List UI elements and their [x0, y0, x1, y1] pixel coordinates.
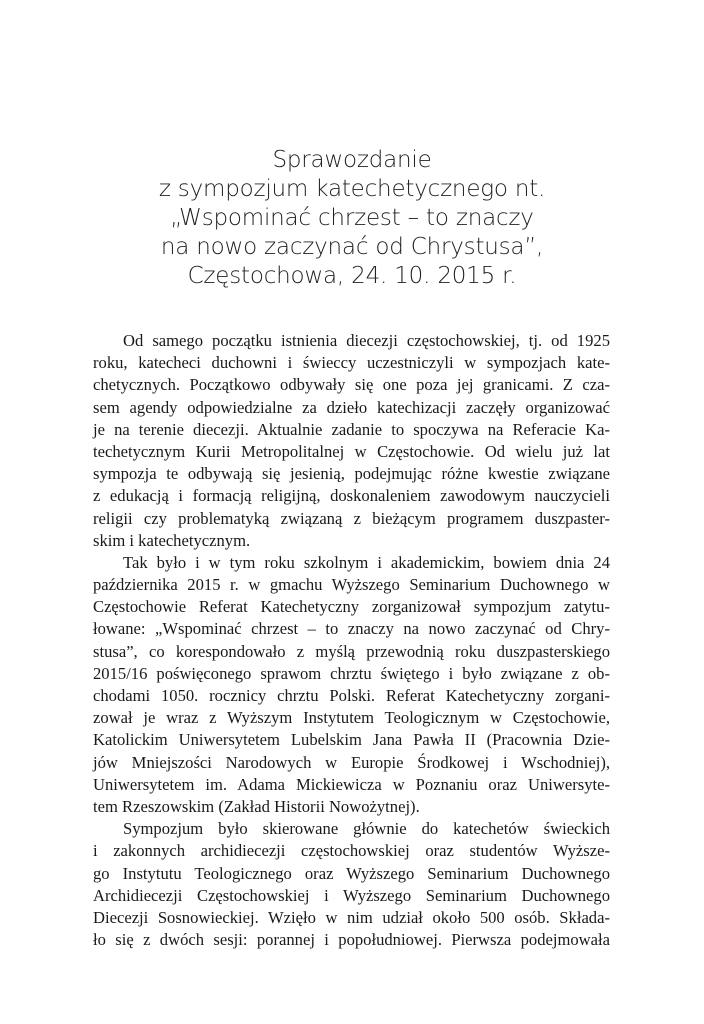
- body-text: [93, 330, 610, 951]
- text-line: łowane: „Wspominać chrzest – to znaczy na nowo zaczynać od Chry-: [93, 619, 610, 639]
- text-line: sem agendy odpowiedzialne za dzieło katechizacji zaczęły organizować: [93, 397, 610, 417]
- title-line: Sprawozdanie: [272, 147, 432, 173]
- text-line: ło się z dwóch sesji: porannej i popołudniowej. Pierwsza podejmowała: [93, 930, 610, 950]
- text-line: Tak było i w tym roku szkolnym i akademickim, bowiem dnia 24: [123, 552, 610, 572]
- text-line: jów Mniejszości Narodowych w Europie Środkowej i Wschodniej),: [93, 752, 610, 772]
- text-line: Archidiecezji Częstochowskiej i Wyższego Seminarium Duchownego: [93, 885, 610, 905]
- text-line: z edukacją i formacją religijną, doskonaleniem zawodowym nauczycieli: [93, 486, 610, 506]
- title-line: Częstochowa, 24. 10. 2015 r.: [187, 263, 517, 289]
- text-line: stusa”, co korespondowało z myślą przewodnią roku duszpasterskiego: [93, 641, 610, 661]
- paragraph-3: [93, 818, 610, 951]
- paragraph-1: [93, 330, 610, 552]
- text-line: Od samego początku istnienia diecezji częstochowskiej, tj. od 1925: [123, 331, 610, 350]
- text-line: Sympozjum było skierowane głównie do katechetów świeckich: [123, 819, 610, 839]
- text-line: zował je wraz z Wyższym Instytutem Teologicznym w Częstochowie,: [93, 708, 610, 728]
- text-line: Diecezji Sosnowieckiej. Wzięło w nim udział około 500 osób. Składa-: [93, 907, 610, 927]
- text-line: Katolickim Uniwersytetem Lubelskim Jana Pawła II (Pracownia Dzie-: [93, 730, 610, 750]
- text-line: i zakonnych archidiecezji częstochowskiej oraz studentów Wyższe-: [93, 841, 610, 861]
- text-line: roku, katecheci duchowni i świeccy uczestniczyli w sympozjach kate-: [93, 353, 610, 373]
- title-line: z sympozjum katechetycznego nt.: [158, 176, 546, 202]
- text-line: techetycznym Kurii Metropolitalnej w Częstochowie. Od wielu już lat: [93, 441, 610, 461]
- text-line: sympozja te odbywają się jesienią, podejmując różne kwestie związane: [93, 464, 610, 484]
- text-line: tem Rzeszowskim (Zakład Historii Nowożytnej).: [93, 796, 420, 816]
- report-title: [100, 146, 604, 291]
- title-line: na nowo zaczynać od Chrystusa”,: [160, 234, 544, 260]
- text-line: Częstochowie Referat Katechetyczny zorganizował sympozjum zatytu-: [93, 597, 610, 617]
- text-line: go Instytutu Teologicznego oraz Wyższego Seminarium Duchownego: [93, 863, 610, 883]
- text-line: chetycznych. Początkowo odbywały się one poza jej granicami. Z cza-: [93, 375, 610, 395]
- text-line: religii czy problematyką związaną z bieżącym programem duszpaster-: [93, 508, 610, 528]
- text-line: Uniwersytetem im. Adama Mickiewicza w Poznaniu oraz Uniwersyte-: [93, 774, 610, 794]
- title-line: „Wspominać chrzest – to znaczy: [170, 205, 534, 231]
- text-line: 2015/16 poświęconego sprawom chrztu świętego i było związane z ob-: [93, 663, 610, 683]
- text-line: skim i katechetycznym.: [93, 530, 251, 550]
- paragraph-2: [93, 552, 610, 818]
- text-line: października 2015 r. w gmachu Wyższego Seminarium Duchownego w: [93, 575, 610, 595]
- text-line: je na terenie diecezji. Aktualnie zadanie to spoczywa na Referacie Ka-: [93, 419, 610, 439]
- text-line: chodami 1050. rocznicy chrztu Polski. Referat Katechetyczny zorgani-: [93, 686, 610, 705]
